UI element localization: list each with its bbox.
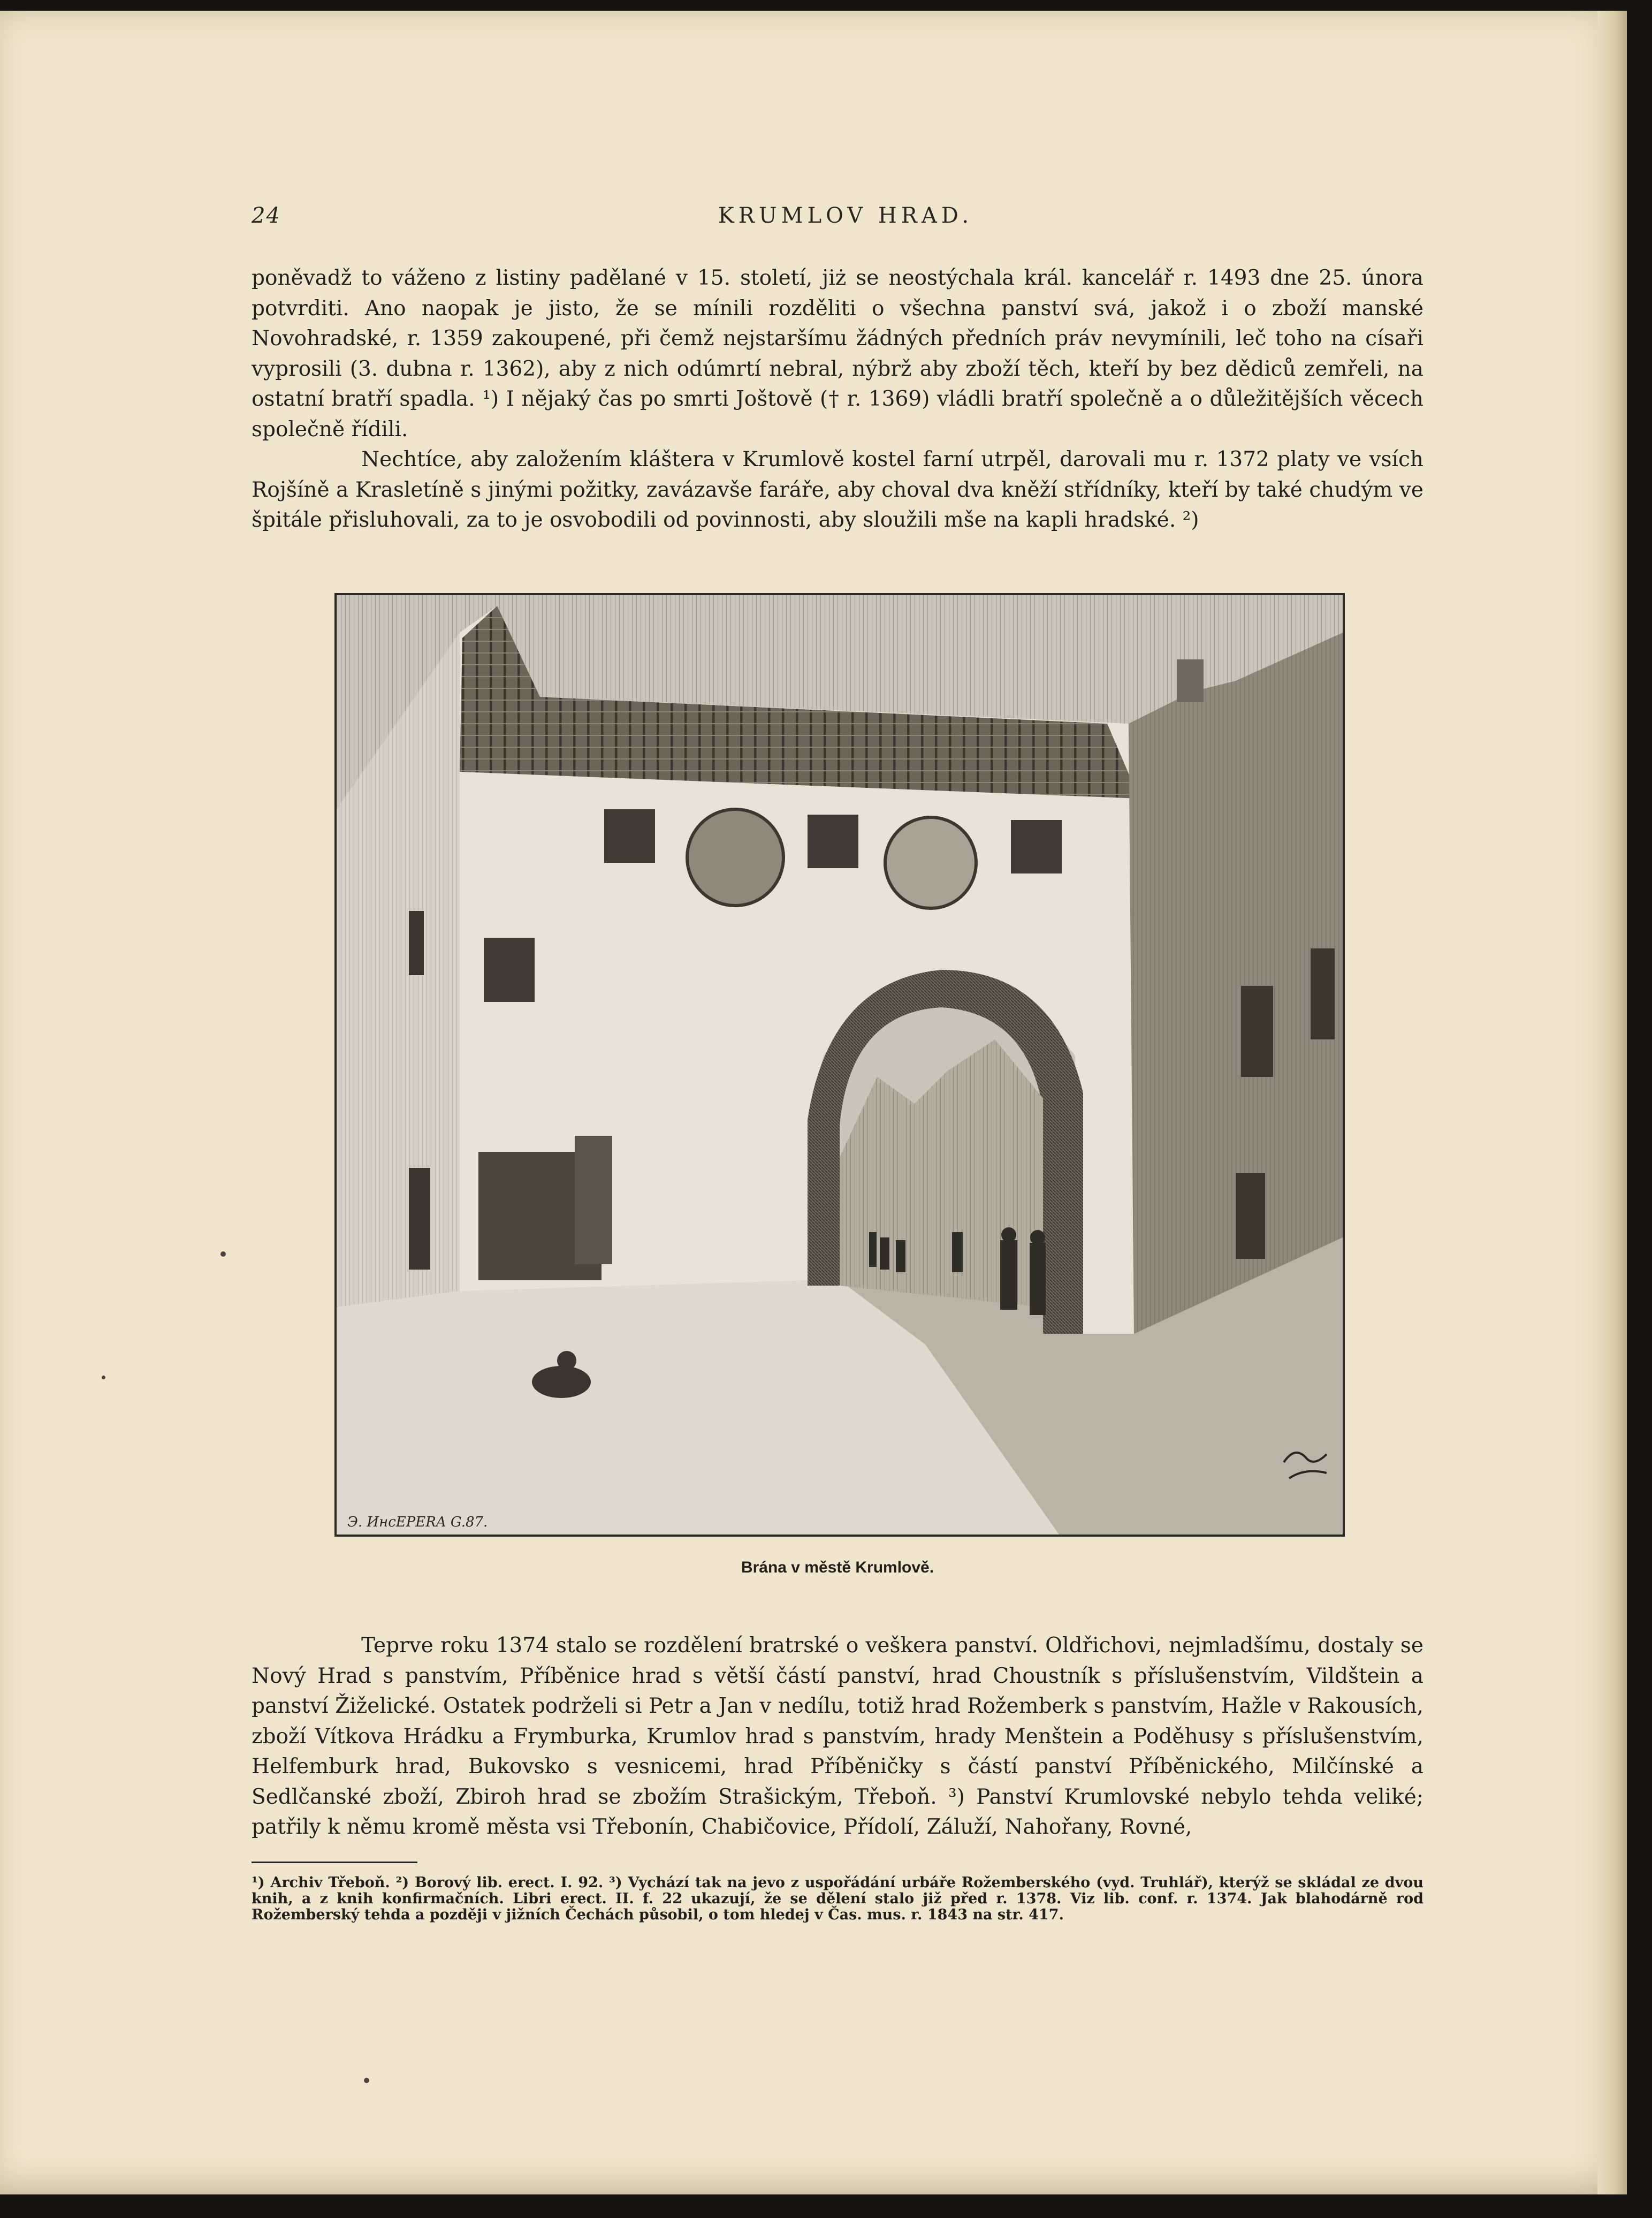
figure-caption: Brána v městě Krumlově.: [741, 1559, 934, 1576]
page-speck: [102, 1376, 105, 1379]
paragraph-3: [252, 1631, 1423, 1843]
footnotes: ¹) Archiv Třeboň. ²) Borový lib. erect. I. 92. ³) Vychází tak na jevo z uspořádání urbáře Rožemberského (vyd. Truhlář), kterýž se skládal ze dvou knih, a z knih konfirmačních. Libri erect. II. f. 22 ukazují, že se dělení stalo již před r. 1378. Viz lib. conf. r. 1374. Jak blahodárně rod Rožemberský tehda a později v jižních Čechách působil, o tom hledej v Čas. mus. r. 1843 na str. 417.: [252, 1874, 1423, 1923]
paragraph-3-text: Teprve roku 1374 stalo se rozdělení bratrské o veškera panství. Oldřichovi, nejmladšímu, dostaly se Nový Hrad s panstvím, Příběnice hrad s větší částí panství, hrad Choustník s příslušenstvím, Vildštein a panství Žiželické. Ostatek podrželi si Petr a Jan v nedílu, totiž hrad Rožemberk s panstvím, Hažle v Rakousích, zboží Vítkova Hrádku a Frymburka, Krumlov hrad s panstvím, hrady Menštein a Poděhusy s příslušenstvím, Helfemburk hrad, Bukovsko s vesnicemi, hrad Příběničky s částí panství Příběnického, Milčínské a Sedlčanské zboží, Zbiroh hrad se zbožím Strašickým, Třeboň. ³) Panství Krumlovské nebylo tehda veliké; patřily k němu kromě města vsi Třebonín, Chabičovice, Přídolí, Záluží, Nahořany, Rovné,: [252, 1634, 1423, 1839]
coat-of-arms-right: [885, 817, 976, 908]
coat-of-arms-left: [687, 809, 783, 906]
paragraph-2-text: Nechtíce, aby založením kláštera v Krumlově kostel farní utrpěl, darovali mu r. 1372 platy ve vsích Rojšíně a Krasletíně s jinými požitky, zavázavše faráře, aby choval dva kněží střídníky, kteří by také chudým ve špitále přisluhovali, za to je osvobodili od povinnosti, aby sloužili mše na kapli hradské. ²): [252, 447, 1423, 532]
paragraph-2: [252, 445, 1423, 536]
page-edge: [1597, 11, 1627, 2194]
page-speck: [220, 1251, 226, 1257]
engraving-illustration: [334, 593, 1345, 1537]
paragraph-1: poněvadž to váženo z listiny padělané v 15. století, jiż se neostýchala král. kancelář r. 1493 dne 25. února potvrditi. Ano naopak je jisto, že se mínili rozděliti o všechna panství svá, jakož i o zboží manské Novohradské, r. 1359 zakoupené, při čemž nejstaršímu žádných předních práv nevymínili, leč toho na císaři vyprosili (3. dubna r. 1362), aby z nich odúmrtí nebral, nýbrž aby zboží těch, kteří by bez dědiců zemřeli, na ostatní bratří spadla. ¹) I nějaký čas po smrti Joštově († r. 1369) vládli bratří společně a o důležitějších věcech společně řídili.: [252, 266, 1423, 442]
gate-engraving: [337, 595, 1343, 1535]
footnote-rule: [252, 1862, 417, 1863]
page-speck: [364, 2078, 369, 2083]
engraver-signature: Э. ИнсEРЕRA G.87.: [347, 1514, 488, 1530]
running-head: [252, 203, 1440, 236]
dog: [532, 1366, 591, 1398]
page-number: 24: [252, 203, 281, 228]
running-title: KRUMLOV HRAD.: [718, 203, 973, 228]
